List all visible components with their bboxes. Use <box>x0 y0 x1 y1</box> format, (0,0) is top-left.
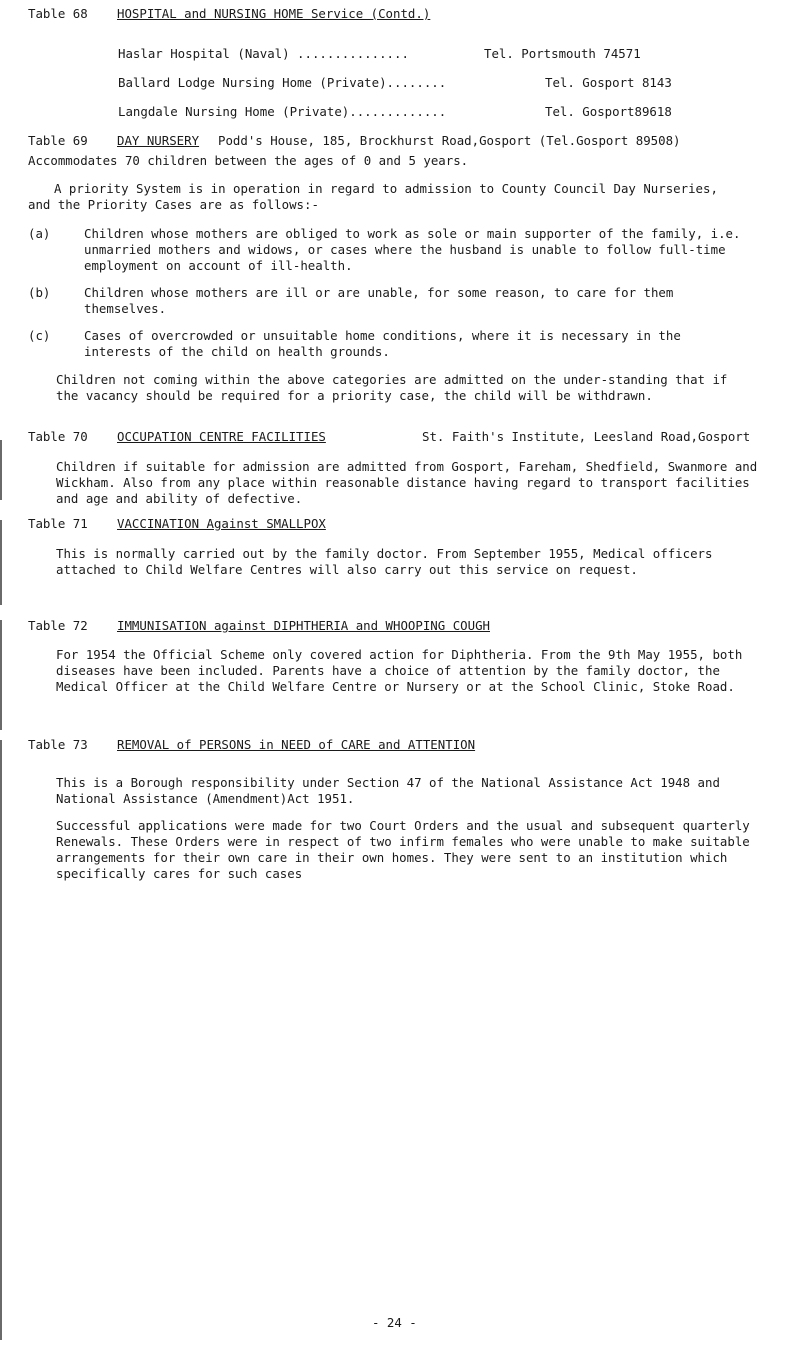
section-title: REMOVAL of PERSONS in NEED of CARE and ATTENTION <box>117 737 476 752</box>
margin-rule <box>0 440 2 500</box>
table-label: Table 73 <box>28 737 88 752</box>
list-item: Cases of overcrowded or unsuitable home conditions, where it is necessary in the interests of the child on health grounds. <box>84 328 681 359</box>
occupation-body: Children if suitable for admission are admitted from Gosport, Fareham, Shedfield, Swanmore and Wickham. Also from any place within reasonable distance having regard to transport facilities and age and ability of defective. <box>56 459 758 506</box>
table-label: Table 68 <box>28 6 88 21</box>
margin-rule <box>0 740 2 1340</box>
list-item: Children whose mothers are ill or are unable, for some reason, to care for them themselves. <box>84 285 674 316</box>
table-label: Table 70 <box>28 429 88 444</box>
list-marker: (c) <box>28 328 51 343</box>
list-marker: (b) <box>28 285 51 300</box>
section-title: OCCUPATION CENTRE FACILITIES <box>117 429 326 444</box>
page-number: - 24 - <box>372 1315 417 1330</box>
list-item: Children whose mothers are obliged to work as sole or main supporter of the family, i.e. unmarried mothers and widows, or cases where the husband is unable to follow full-time employment on account of ill-health. <box>84 226 741 273</box>
section-title: IMMUNISATION against DIPHTHERIA and WHOOPING COUGH <box>117 618 490 633</box>
priority-intro: A priority System is in operation in regard to admission to County Council Day Nurseries, and the Priority Cases are as follows:- <box>28 181 718 212</box>
nursery-address: Podd's House, 185, Brockhurst Road,Gosport (Tel.Gosport 89508) <box>218 133 681 148</box>
table-label: Table 72 <box>28 618 88 633</box>
accommodation-note: Accommodates 70 children between the ages of 0 and 5 years. <box>28 153 469 168</box>
table-label: Table 71 <box>28 516 88 531</box>
t68-row-tel: Tel. Gosport89618 <box>545 104 672 119</box>
list-marker: (a) <box>28 226 51 241</box>
t68-row-name: Haslar Hospital (Naval) ............... <box>118 46 409 61</box>
section-title: DAY NURSERY <box>117 133 200 148</box>
nursery-closing: Children not coming within the above categories are admitted on the under-standing that if the vacancy should be required for a priority case, the child will be withdrawn. <box>56 372 728 403</box>
t68-row-name: Ballard Lodge Nursing Home (Private)........ <box>118 75 447 90</box>
t68-row-name: Langdale Nursing Home (Private)............. <box>118 104 447 119</box>
table-label: Table 69 <box>28 133 88 148</box>
margin-rule <box>0 620 2 730</box>
vaccination-body: This is normally carried out by the family doctor. From September 1955, Medical officers attached to Child Welfare Centres will also carry out this service on request. <box>56 546 713 577</box>
t68-row-tel: Tel. Gosport 8143 <box>545 75 672 90</box>
centre-location: St. Faith's Institute, Leesland Road,Gosport <box>422 429 751 444</box>
removal-body: This is a Borough responsibility under Section 47 of the National Assistance Act 1948 and National Assistance (Amendment)Act 1951. <box>56 775 720 806</box>
page-title: HOSPITAL and NURSING HOME Service (Contd.) <box>117 6 431 21</box>
immunisation-body: For 1954 the Official Scheme only covered action for Diphtheria. From the 9th May 1955, both diseases have been included. Parents have a choice of attention by the family doctor, the Medical Officer at the Child Welfare Centre or Nursery or at the School Clinic, Stoke Road. <box>56 647 743 694</box>
margin-rule <box>0 520 2 605</box>
removal-body: Successful applications were made for two Court Orders and the usual and subsequent quarterly Renewals. These Orders were in respect of two infirm females who were unable to make suitable arrangements for their own care in their own homes. They were sent to an institution which specifically cares for such cases <box>56 818 750 881</box>
section-title: VACCINATION Against SMALLPOX <box>117 516 326 531</box>
t68-row-tel: Tel. Portsmouth 74571 <box>484 46 641 61</box>
